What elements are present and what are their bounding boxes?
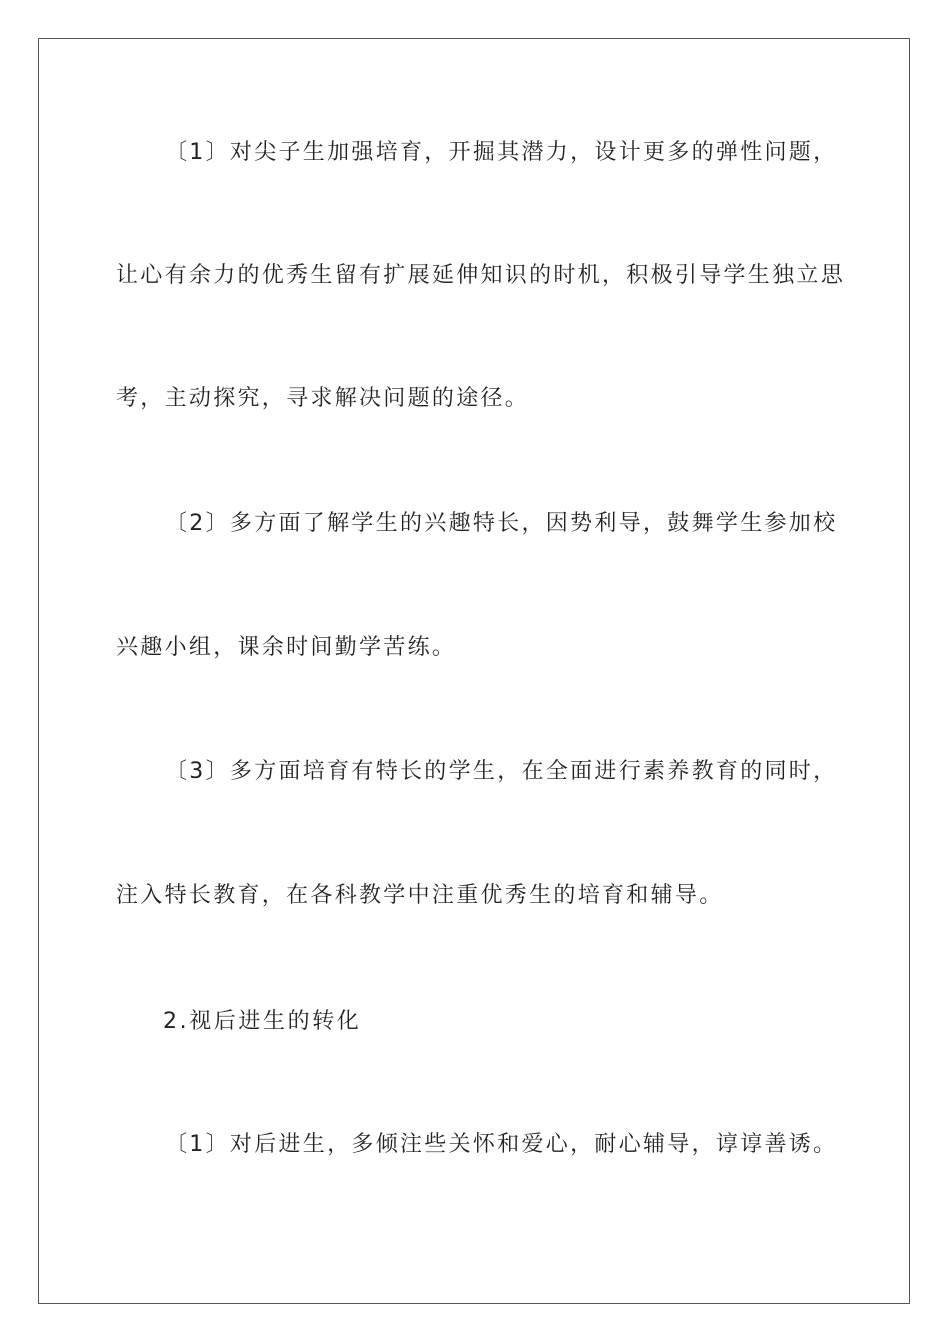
paragraph-line: 让心有余力的优秀生留有扩展延伸知识的时机，积极引导学生独立思 [116,263,846,288]
paragraph-line: 〔1〕对尖子生加强培育，开掘其潜力，设计更多的弹性问题， [165,140,838,165]
page-frame [38,38,910,1304]
paragraph-line: 〔2〕多方面了解学生的兴趣特长，因势利导，鼓舞学生参加校 [165,511,838,536]
section-heading: 2.视后进生的转化 [163,1009,362,1034]
paragraph-line: 〔1〕对后进生，多倾注些关怀和爱心，耐心辅导，谆谆善诱。 [165,1132,838,1157]
paragraph-line: 考，主动探究，寻求解决问题的途径。 [116,386,530,411]
paragraph-line: 注入特长教育，在各科教学中注重优秀生的培育和辅导。 [116,883,724,908]
paragraph-line: 兴趣小组，课余时间勤学苦练。 [116,635,457,660]
paragraph-line: 〔3〕多方面培育有特长的学生，在全面进行素养教育的同时， [165,759,838,784]
